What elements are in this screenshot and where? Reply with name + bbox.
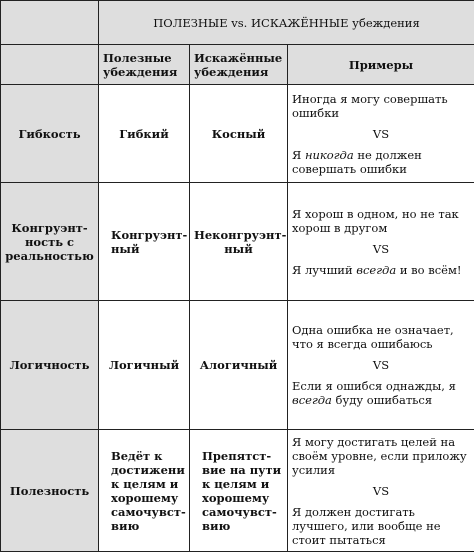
table-row bbox=[1, 301, 474, 430]
criterion-cell: Конгруэнт-ность с реальностью bbox=[1, 183, 99, 301]
criterion-cell: Полезность bbox=[1, 430, 99, 552]
useful-cell: Гибкий bbox=[99, 85, 190, 183]
distorted-cell: Препятст-вие на пути к целям и хорошему самочувст-вию bbox=[190, 430, 288, 552]
example-text: Я bbox=[292, 148, 305, 162]
criterion-cell: Гибкость bbox=[1, 85, 99, 183]
example-distorted bbox=[292, 505, 470, 547]
distorted-cell: Алогичный bbox=[190, 301, 288, 430]
vs-label: VS bbox=[292, 242, 470, 256]
example-useful: Одна ошибка не означает, что я всегда ошибаюсь bbox=[292, 323, 470, 351]
example-text: и во всём! bbox=[396, 263, 461, 277]
useful-cell: Логичный bbox=[99, 301, 190, 430]
header-criterion bbox=[1, 45, 99, 85]
example-text: буду ошибаться bbox=[332, 393, 432, 407]
vs-label: VS bbox=[292, 127, 470, 141]
header-distorted: Искажённые убеждения bbox=[190, 45, 288, 85]
header-examples: Примеры bbox=[288, 45, 474, 85]
useful-cell: Конгруэнт-ный bbox=[99, 183, 190, 301]
example-distorted bbox=[292, 263, 470, 277]
distorted-cell: Косный bbox=[190, 85, 288, 183]
example-emphasis: всегда bbox=[292, 393, 332, 407]
examples-cell bbox=[288, 85, 474, 183]
example-text: не должен совершать ошибки bbox=[292, 148, 422, 176]
example-text: Я лучший bbox=[292, 263, 356, 277]
example-useful: Иногда я могу совершать ошибки bbox=[292, 92, 470, 120]
example-emphasis: никогда bbox=[305, 148, 354, 162]
examples-cell bbox=[288, 301, 474, 430]
useful-cell: Ведёт к достижени к целям и хорошему самочувст-вию bbox=[99, 430, 190, 552]
example-text: Я должен достигать лучшего, или вообще не стоит пытаться bbox=[292, 505, 441, 547]
table-row bbox=[1, 430, 474, 552]
distorted-cell: Неконгруэнт-ный bbox=[190, 183, 288, 301]
table-row bbox=[1, 85, 474, 183]
criterion-cell: Логичность bbox=[1, 301, 99, 430]
example-distorted bbox=[292, 148, 470, 176]
example-text: Если я ошибся однажды, я bbox=[292, 379, 456, 393]
table-row bbox=[1, 183, 474, 301]
example-distorted bbox=[292, 379, 470, 407]
example-useful: Я хорош в одном, но не так хорош в другом bbox=[292, 207, 470, 235]
examples-cell bbox=[288, 430, 474, 552]
corner-cell bbox=[1, 1, 99, 45]
header-useful: Полезные убеждения bbox=[99, 45, 190, 85]
examples-cell bbox=[288, 183, 474, 301]
table-title: ПОЛЕЗНЫЕ vs. ИСКАЖЁННЫЕ убеждения bbox=[99, 1, 474, 45]
vs-label: VS bbox=[292, 484, 470, 498]
example-emphasis: всегда bbox=[356, 263, 396, 277]
vs-label: VS bbox=[292, 358, 470, 372]
example-useful: Я могу достигать целей на своём уровне, если приложу усилия bbox=[292, 435, 470, 477]
